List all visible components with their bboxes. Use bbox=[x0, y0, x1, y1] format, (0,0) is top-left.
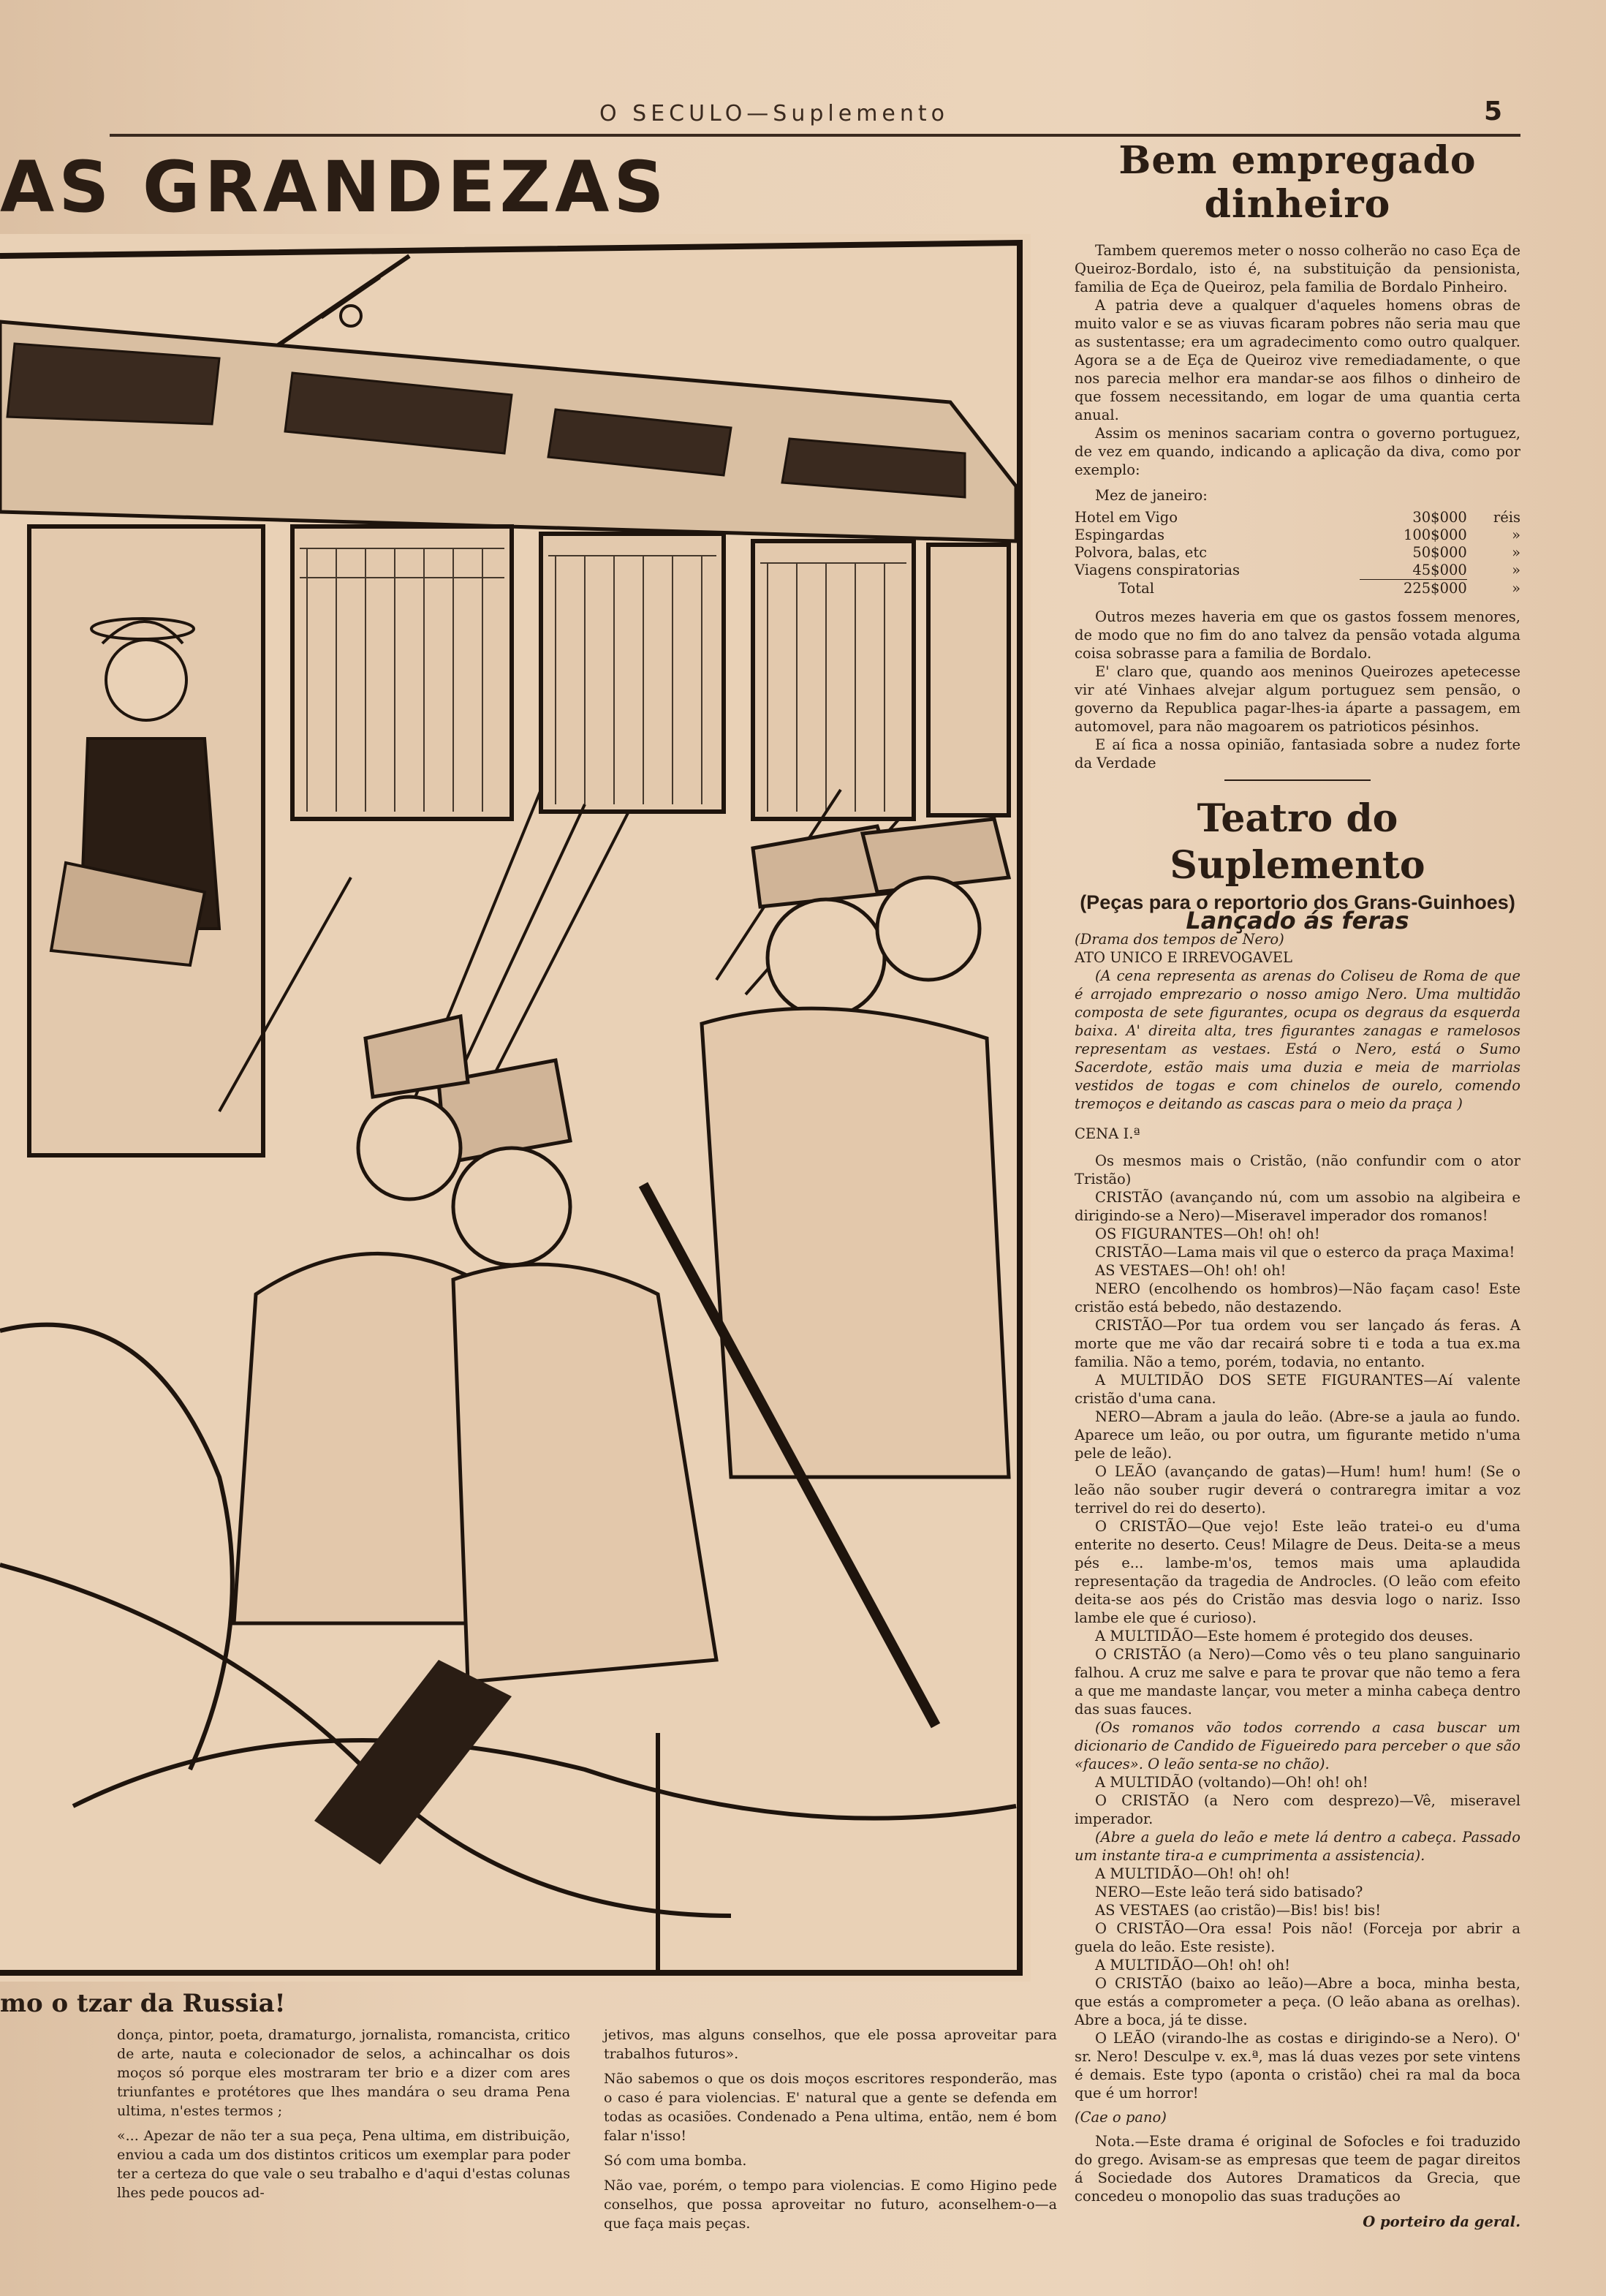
expense-item: Polvora, balas, etc bbox=[1075, 544, 1208, 561]
dialogue-line: CRISTÃO—Lama mais vil que o esterco da praça Maxima! bbox=[1095, 1244, 1515, 1261]
running-title: O SECULO—Suplemento bbox=[599, 101, 950, 126]
dialogue-line: OS FIGURANTES—Oh! oh! oh! bbox=[1095, 1226, 1320, 1242]
dialogue-line: (Os romanos vão todos correndo a casa buscar um dicionario de Candido de Figueiredo para perceber o que são «fauces». O leão senta-se no chão). bbox=[1075, 1719, 1520, 1772]
play-title: Lançado ás feras bbox=[1186, 907, 1409, 934]
curtain-note: (Cae o pano) bbox=[1075, 2109, 1167, 2126]
expense-row bbox=[1075, 526, 1520, 544]
section-subtitle: (Peças para o reportorio dos Grans-Guinhoes) bbox=[1080, 891, 1515, 913]
cartoon-title: AS GRANDEZAS bbox=[0, 146, 669, 228]
expense-total-row bbox=[1075, 580, 1520, 598]
bottom-column-2 bbox=[604, 2025, 1057, 2239]
section-divider bbox=[1224, 779, 1371, 785]
expense-row bbox=[1075, 544, 1520, 562]
dialogue-line: O LEÃO (avançando de gatas)—Hum! hum! hum! (Se o leão não souber rugir deverá o contraregra imitar a voz terrivel do rei do deserto). bbox=[1075, 1463, 1520, 1517]
bottom-paragraph: Não vae, porém, o tempo para violencias. E como Higino pede conselhos, que possa aproveitar no futuro, aconselhem-o—a que faça mais peças. bbox=[604, 2178, 1057, 2232]
article-paragraph: Tambem queremos meter o nosso colherão no caso Eça de Queiroz-Bordalo, isto é, na substituição da pensionista, familia de Eça de Queiroz, pela familia de Bordalo Pinheiro. bbox=[1075, 242, 1520, 295]
dialogue-line: A MULTIDÃO (voltando)—Oh! oh! oh! bbox=[1095, 1774, 1368, 1791]
scene-heading: CENA I.ª bbox=[1075, 1125, 1140, 1142]
expense-value: 100$000 bbox=[1403, 526, 1467, 543]
dialogue-line: NERO—Este leão terá sido batisado? bbox=[1095, 1884, 1363, 1900]
expense-item: Viagens conspiratorias bbox=[1075, 562, 1241, 579]
article-paragraph: E' claro que, quando aos meninos Queirozes apetecesse vir até Vinhaes alvejar algum portuguez sem pensão, o governo da Republica pagar-lhes-ia áparte a passagem, em automovel, para não magoarem os patrioticos pésinhos. bbox=[1075, 663, 1520, 735]
dialogue-line: (Abre a guela do leão e mete lá dentro a cabeça. Passado um instante tira-a e cumprimenta a assistencia). bbox=[1075, 1829, 1520, 1864]
dialogue-line: O CRISTÃO (a Nero com desprezo)—Vê, miseravel imperador. bbox=[1075, 1792, 1520, 1827]
dialogue-line: A MULTIDÃO—Oh! oh! oh! bbox=[1095, 1957, 1291, 1974]
signature: O porteiro da geral. bbox=[1363, 2213, 1520, 2230]
expense-unit: réis bbox=[1493, 509, 1520, 526]
bottom-paragraph: jetivos, mas alguns conselhos, que ele possa aproveitar para trabalhos futuros». bbox=[604, 2027, 1057, 2062]
article-paragraph: Outros mezes haveria em que os gastos fossem menores, de modo que no fim do ano talvez da pensão votada alguma coisa sobrasse para a familia de Bordalo. bbox=[1075, 608, 1520, 662]
expense-item: Espingardas bbox=[1075, 526, 1165, 543]
dialogue-line: CRISTÃO (avançando nú, com um assobio na algibeira e dirigindo-se a Nero)—Miseravel imperador dos romanos! bbox=[1075, 1189, 1520, 1224]
bottom-paragraph: Só com uma bomba. bbox=[604, 2153, 747, 2169]
total-value: 225$000 bbox=[1360, 580, 1466, 598]
expense-value: 50$000 bbox=[1412, 544, 1467, 561]
expense-value: 30$000 bbox=[1412, 509, 1467, 526]
dialogue-line: Os mesmos mais o Cristão, (não confundir com o ator Tristão) bbox=[1075, 1152, 1520, 1187]
author-note: Nota.—Este drama é original de Sofocles e foi traduzido do grego. Avisam-se as empresas que teem de pagar direitos á Sociedade dos Autores Dramaticos da Grecia, que concedeu o monopolio das suas traduções ao bbox=[1075, 2133, 1520, 2205]
dialogue-line: O CRISTÃO (baixo ao leão)—Abre a boca, minha besta, que estás a comprometer a peça. (O leão abana as orelhas). Abre a boca, já te disse. bbox=[1075, 1975, 1520, 2028]
dialogue-line: AS VESTAES—Oh! oh! oh! bbox=[1095, 1262, 1287, 1279]
dialogue-line: A MULTIDÃO DOS SETE FIGURANTES—Aí valente cristão d'uma cana. bbox=[1075, 1372, 1520, 1407]
right-column bbox=[1075, 139, 1520, 2231]
article-paragraph: E aí fica a nossa opinião, fantasiada sobre a nudez forte da Verdade bbox=[1075, 736, 1520, 771]
expense-value: 45$000 bbox=[1412, 562, 1467, 578]
total-unit: » bbox=[1512, 579, 1520, 597]
play-act: ATO UNICO E IRREVOGAVEL bbox=[1075, 949, 1292, 966]
total-label: Total bbox=[1118, 579, 1154, 597]
expense-table bbox=[1075, 509, 1520, 597]
dialogue-line: A MULTIDÃO—Oh! oh! oh! bbox=[1095, 1865, 1291, 1882]
bottom-paragraph: Não sabemos o que os dois moços escritores responderão, mas o caso é para violencias. E' natural que a gente se defenda em todas as ocasiões. Condenado a Pena ultima, então, nem é bom falar n'isso! bbox=[604, 2071, 1057, 2144]
expense-unit: » bbox=[1512, 562, 1520, 579]
expense-unit: » bbox=[1512, 526, 1520, 543]
dialogue-line: A MULTIDÃO—Este homem é protegido dos deuses. bbox=[1095, 1628, 1474, 1644]
dialogue-line: AS VESTAES (ao cristão)—Bis! bis! bis! bbox=[1095, 1902, 1382, 1919]
dialogue-line: O CRISTÃO—Ora essa! Pois não! (Forceja por abrir a guela do leão. Este resiste). bbox=[1075, 1920, 1520, 1955]
dialogue-line: O LEÃO (virando-lhe as costas e dirigindo-se a Nero). O' sr. Nero! Desculpe v. ex.ª, mas lá duas vezes por sete vintens é demais. Este typo (aponta o cristão) chei ra mal da boca que é um horror! bbox=[1075, 2030, 1520, 2101]
expense-month: Mez de janeiro: bbox=[1095, 487, 1208, 504]
play-subtitle: (Drama dos tempos de Nero) bbox=[1075, 931, 1284, 948]
dialogue-line: NERO—Abram a jaula do leão. (Abre-se a jaula ao fundo. Aparece um leão, ou por outra, um figurante metido n'uma pele de leão). bbox=[1075, 1408, 1520, 1462]
bottom-paragraph: «... Apezar de não ter a sua peça, Pena ultima, em distribuição, enviou a cada um dos distintos criticos um exemplar para poder ter a certeza do que vale o seu trabalho e d'aqui d'estas colunas lhes pede poucos ad- bbox=[117, 2128, 570, 2201]
article-paragraph: A patria deve a qualquer d'aqueles homens obras de muito valor e se as viuvas ficaram pobres não seria mau que as sustentasse; era um agradecimento como outro qualquer. Agora se a de Eça de Queiroz vive remediadamente, o que nos parecia melhor era mandar-se aos filhos o dinheiro de que fossem necessitando, em logar de uma quantia certa anual. bbox=[1075, 297, 1520, 423]
stage-setting: (A cena representa as arenas do Coliseu de Roma de que é arrojado emprezario o nosso amigo Nero. Uma multidão composta de sete figurantes, ocupa os degraus da esquerda baixa. A' direita alta, tres figurantes zanagas e ramelosos representam as vestaes. Está o Nero, está o Sumo Sacerdote, estão mais uma duzia e meia de marriolas vestidos de togas e com chinelos de ourelo, comendo tremoços e deitando as cascas para o meio da praça ) bbox=[1075, 967, 1520, 1112]
expense-item: Hotel em Vigo bbox=[1075, 509, 1178, 526]
dialogue-line: O CRISTÃO (a Nero)—Como vês o teu plano sanguinario falhou. A cruz me salve e para te provar que não temo a fera a que me mandaste lançar, vou meter a minha cabeça dentro das suas fauces. bbox=[1075, 1646, 1520, 1718]
bottom-column-1 bbox=[117, 2025, 570, 2208]
cartoon-caption: mo o tzar da Russia! bbox=[0, 1989, 286, 2018]
dialogue-line: O CRISTÃO—Que vejo! Este leão tratei-o eu d'uma enterite no deserto. Ceus! Milagre de Deus. Deita-se a meus pés e... lambe-m'os, temos mais uma aplaudida representação da tragedia de Androcles. (O leão com efeito deita-se aos pés do Cristão mas desvia logo o nariz. Isso lambe ele que é curioso). bbox=[1075, 1518, 1520, 1626]
section-title: Teatro do Suplemento bbox=[1170, 796, 1425, 888]
bottom-paragraph: donça, pintor, poeta, dramaturgo, jornalista, romancista, critico de arte, nauta e colecionador de selos, a achincalhar os dois moços só porque eles mostraram ter brio e a dizer com ares triunfantes e protétores que lhes mandára o seu drama Pena ultima, n'estes termos ; bbox=[117, 2027, 570, 2119]
expense-row bbox=[1075, 562, 1520, 580]
article-paragraph: Assim os meninos sacariam contra o governo portuguez, de vez em quando, indicando a aplicação da diva, como por exemplo: bbox=[1075, 425, 1520, 478]
cartoon-illustration bbox=[0, 234, 1031, 1982]
page-number: 5 bbox=[1484, 97, 1503, 126]
article-title: Bem empregado dinheiro bbox=[1118, 138, 1477, 227]
expense-unit: » bbox=[1512, 544, 1520, 561]
header-rule bbox=[110, 134, 1520, 137]
dialogue-line: CRISTÃO—Por tua ordem vou ser lançado ás feras. A morte que me vão dar recairá sobre ti e toda a tua ex.ma familia. Não a temo, porém, todavia, no entanto. bbox=[1075, 1317, 1520, 1370]
expense-row bbox=[1075, 509, 1520, 526]
dialogue-line: NERO (encolhendo os hombros)—Não façam caso! Este cristão está bebedo, não destazendo. bbox=[1075, 1280, 1520, 1315]
